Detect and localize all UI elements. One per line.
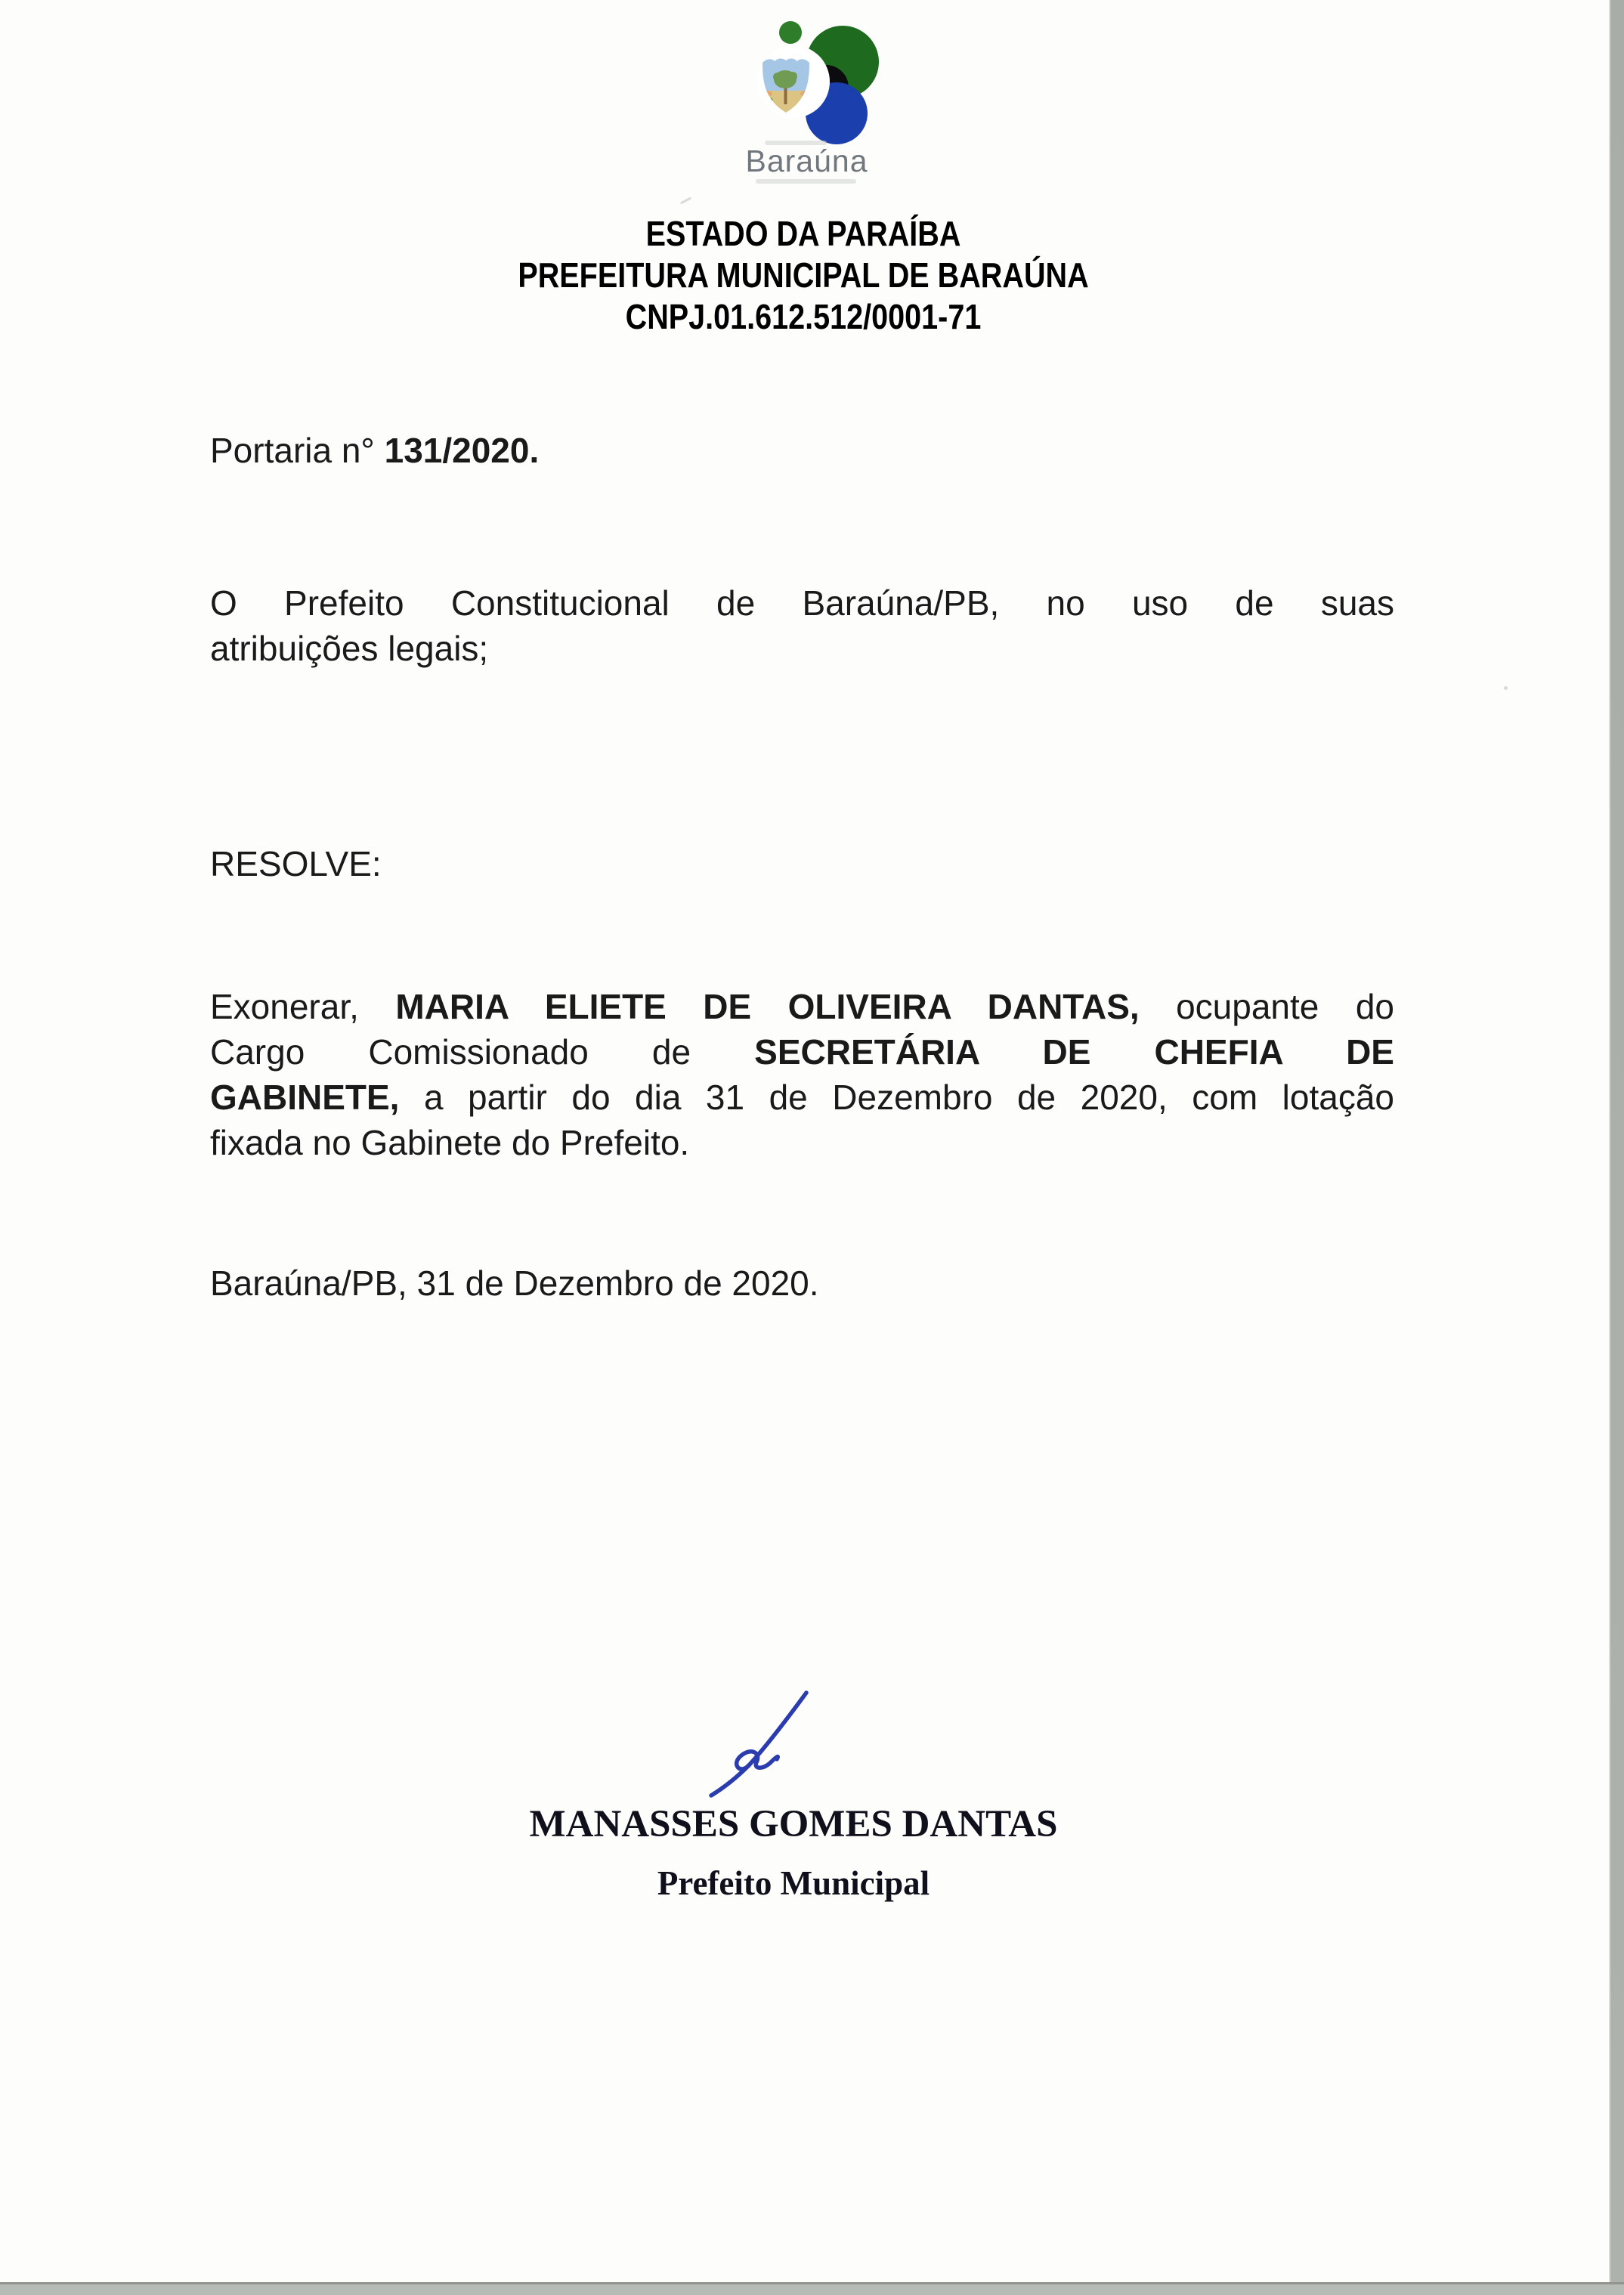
shield-tree-foliage-right [788,72,797,81]
employee-name: MARIA ELIETE DE OLIVEIRA DANTAS, [395,987,1140,1026]
letterhead-municipality-line: PREFEITURA MUNICIPAL DE BARAÚNA [518,255,1089,295]
scan-edge-right [1609,0,1624,2295]
resolution-text: Cargo Comissionado de [210,1032,755,1072]
logo-small-green-circle [779,21,802,44]
ordinance-number: 131/2020. [384,431,540,470]
shield-tree-foliage-left [773,73,782,82]
ordinance-number-line [210,428,1394,473]
logo-faint-tagline-bottom [756,179,856,184]
letterhead-cnpj-line: CNPJ.01.612.512/0001-71 [625,297,982,336]
resolution-text: a partir do dia 31 de Dezembro de 2020, com lotação [399,1078,1394,1117]
handwritten-signature [691,1676,820,1805]
resolution-line-3 [210,1075,1394,1120]
scan-edge-bottom [0,2282,1624,2295]
resolution-line-2 [210,1029,1394,1075]
letterhead-state-line: ESTADO DA PARAÍBA [645,214,961,253]
resolve-heading: RESOLVE: [210,844,382,883]
signer-name: MANASSES GOMES DANTAS [529,1803,1058,1845]
preamble-line-2: atribuições legais; [210,629,489,668]
signature-stroke-main [737,1693,806,1769]
resolution-line-1 [210,984,1394,1029]
letterhead [348,213,1259,338]
signature-stroke-tail [711,1765,749,1795]
resolution-paragraph [210,984,1394,1165]
scan-speck [680,197,691,205]
signer-title: Prefeito Municipal [657,1864,930,1902]
resolution-text: ocupante do [1139,987,1394,1026]
ordinance-label: Portaria n° [210,431,385,470]
logo-wordmark: Baraúna [745,144,868,178]
position-title: SECRETÁRIA DE CHEFIA DE [754,1032,1394,1072]
preamble-paragraph [210,580,1394,671]
resolution-text: fixada no Gabinete do Prefeito. [210,1123,690,1162]
resolution-text: Exonerar, [210,987,396,1026]
position-title-cont: GABINETE, [210,1078,400,1117]
barauna-municipal-logo [741,8,930,147]
place-date-line: Baraúna/PB, 31 de Dezembro de 2020. [210,1263,819,1303]
resolution-line-4 [210,1120,1394,1165]
preamble-line-1: O Prefeito Constitucional de Baraúna/PB, no uso de suas [210,583,1394,623]
scan-speck [1504,686,1508,690]
